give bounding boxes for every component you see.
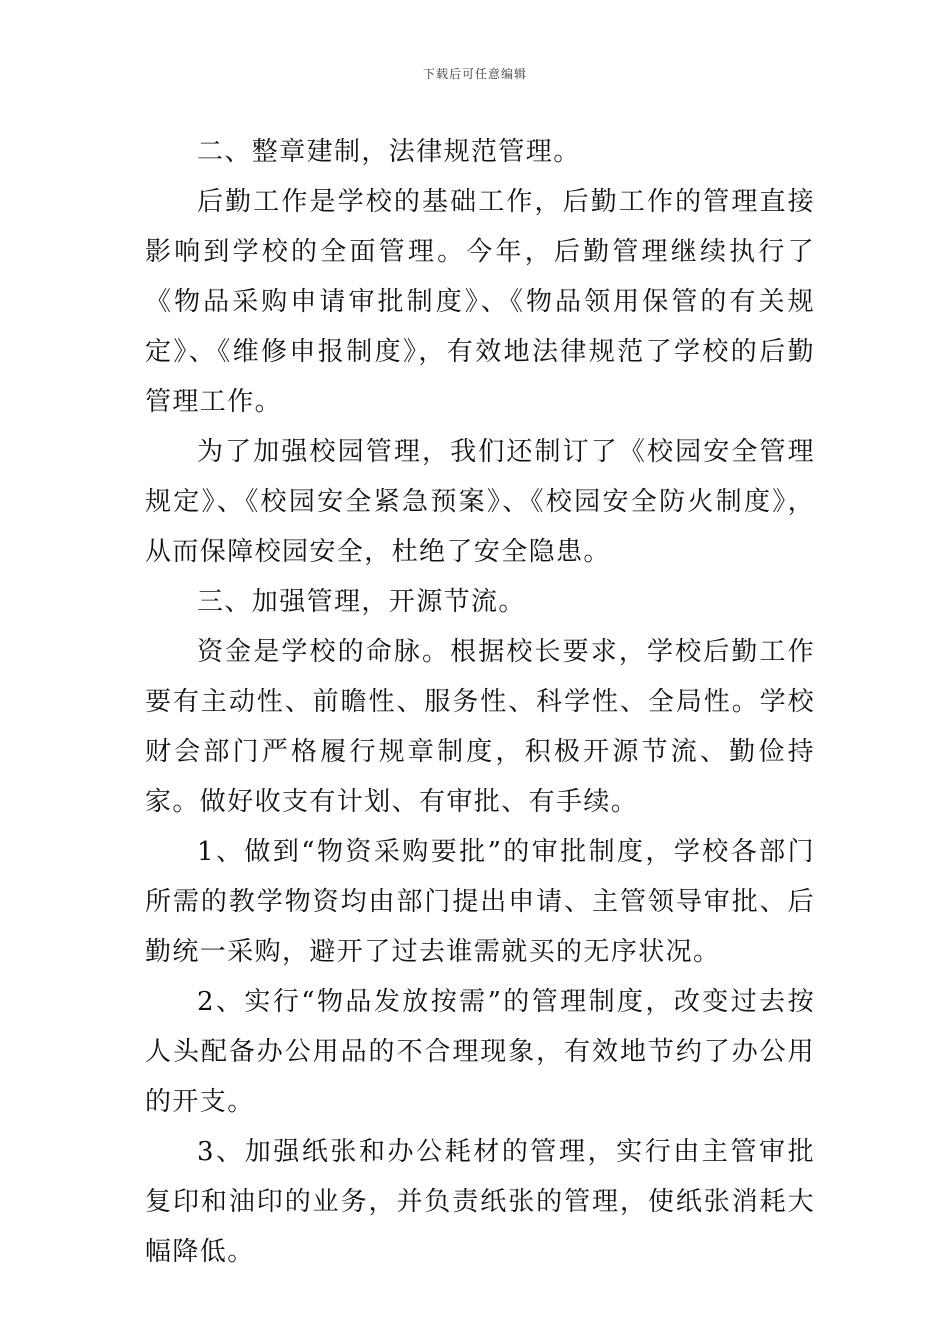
paragraph: 后勤工作是学校的基础工作，后勤工作的管理直接影响到学校的全面管理。今年，后勤管理继续执行了《物品采购申请审批制度》、《物品领用保管的有关规定》、《维修申报制度》，有效地法律规范了学校的后勤管理工作。 xyxy=(145,187,815,417)
list-item-3: 3、加强纸张和办公耗材的管理，实行由主管审批复印和油印的业务，并负责纸张的管理，使纸张消耗大幅降低。 xyxy=(145,1137,815,1267)
document-body xyxy=(145,127,815,1277)
section-heading-3: 三、加强管理，开源节流。 xyxy=(197,587,526,617)
section-heading-2: 二、整章建制，法律规范管理。 xyxy=(197,137,581,167)
list-item-1: 1、做到“物资采购要批”的审批制度，学校各部门所需的教学物资均由部门提出申请、主管领导审批、后勤统一采购，避开了过去谁需就买的无序状况。 xyxy=(145,837,815,967)
paragraph: 资金是学校的命脉。根据校长要求，学校后勤工作要有主动性、前瞻性、服务性、科学性、全局性。学校财会部门严格履行规章制度，积极开源节流、勤俭持家。做好收支有计划、有审批、有手续。 xyxy=(145,637,815,817)
page-header: 下载后可任意编辑 xyxy=(422,67,527,81)
list-item-2: 2、实行“物品发放按需”的管理制度，改变过去按人头配备办公用品的不合理现象，有效地节约了办公用的开支。 xyxy=(145,987,815,1117)
paragraph: 为了加强校园管理，我们还制订了《校园安全管理规定》、《校园安全紧急预案》、《校园安全防火制度》，从而保障校园安全，杜绝了安全隐患。 xyxy=(145,437,815,567)
